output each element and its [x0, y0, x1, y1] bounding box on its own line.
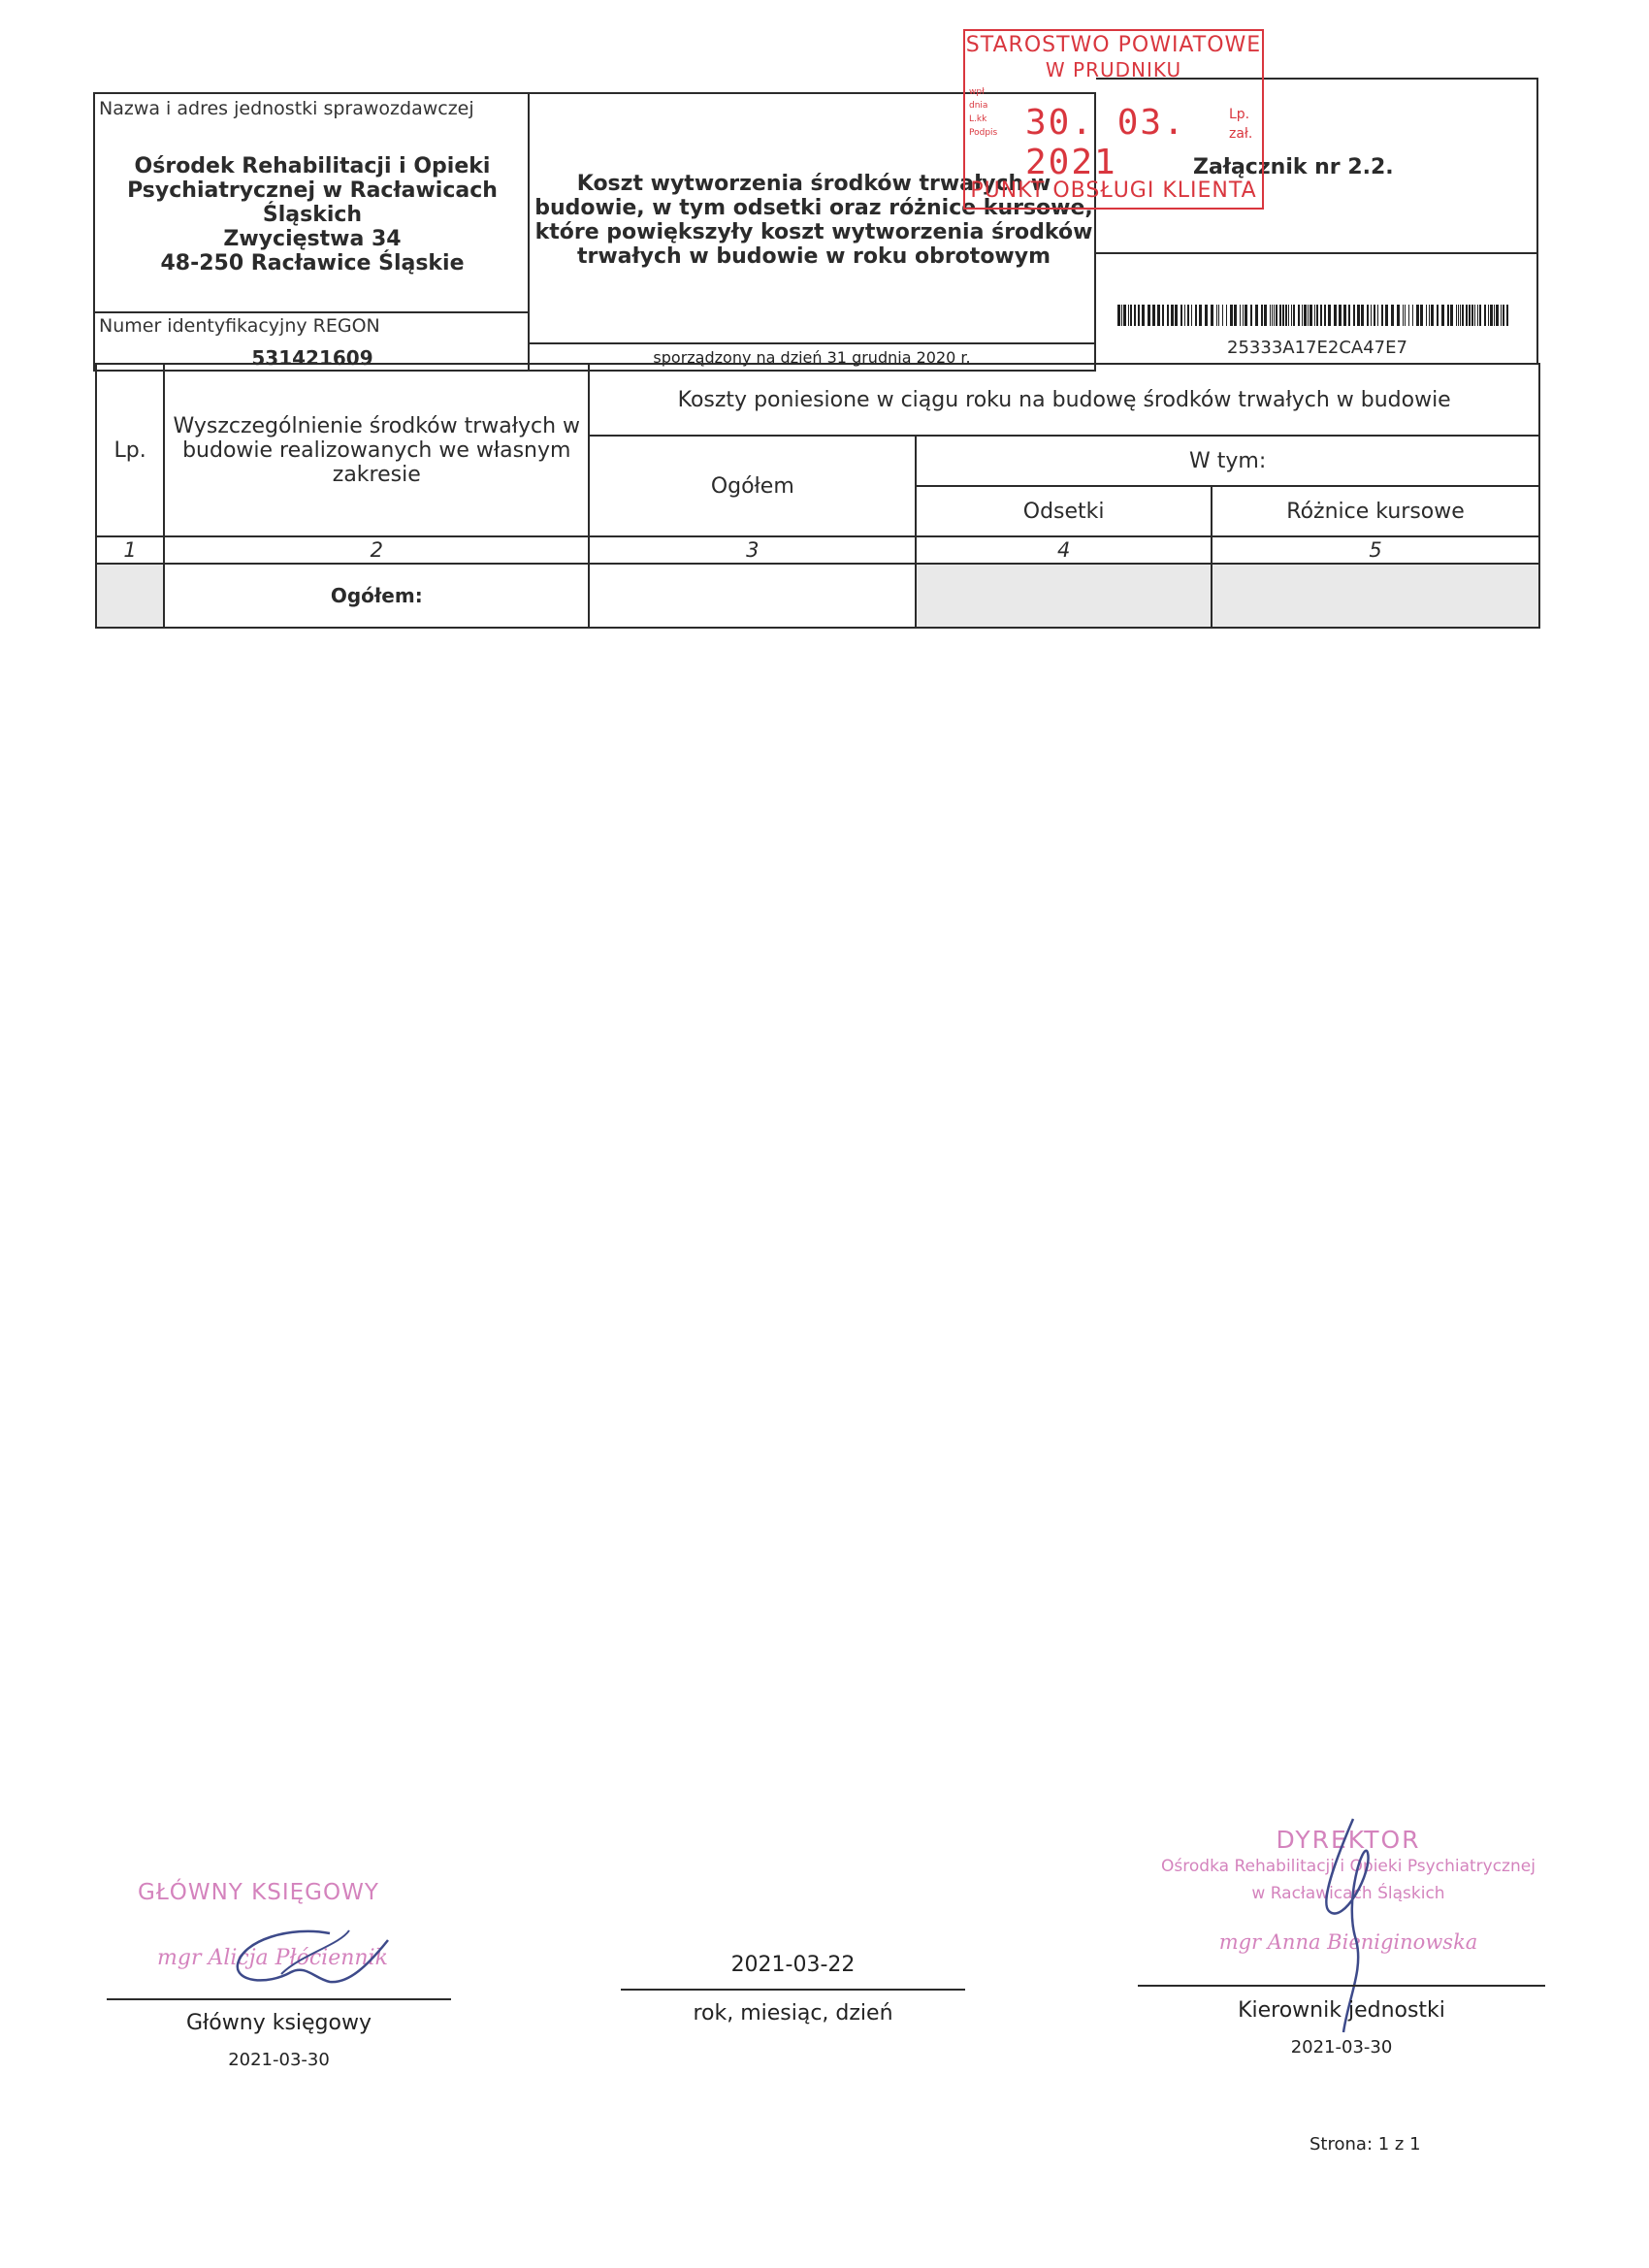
unit-name-line: 48-250 Racławice Śląskie — [160, 251, 465, 275]
barcode-bar — [1462, 305, 1464, 326]
unit-name-line: Śląskich — [262, 203, 363, 227]
cost-group-header: Koszty poniesione w ciągu roku na budowę środków trwałych w budowie — [589, 364, 1539, 436]
barcode-bar — [1279, 305, 1281, 326]
barcode-bar — [1343, 305, 1346, 326]
barcode-bar — [1199, 305, 1202, 326]
barcode-bar — [1484, 305, 1486, 326]
barcode-bar — [1490, 305, 1493, 326]
barcode-bar — [1353, 305, 1355, 326]
accountant-stamp-name: mgr Alicja Płóciennik — [157, 1946, 388, 1970]
head-role: Kierownik jednostki — [1238, 1998, 1445, 2023]
barcode-bar — [1431, 305, 1434, 326]
head-date: 2021-03-30 — [1290, 2037, 1393, 2057]
unit-name — [95, 154, 530, 275]
barcode-bar — [1134, 305, 1136, 326]
barcode-bar — [1501, 305, 1502, 326]
page-number: Strona: 1 z 1 — [1310, 2134, 1421, 2155]
column-number: 1 — [96, 536, 164, 564]
barcode-bar — [1328, 305, 1331, 326]
barcode-icon — [1117, 305, 1511, 326]
barcode-bar — [1291, 305, 1292, 326]
barcode-bar — [1187, 305, 1189, 326]
prepared-on-date: 2021-03-22 — [730, 1953, 856, 1977]
barcode-bar — [1310, 305, 1312, 326]
barcode-code: 25333A17E2CA47E7 — [1227, 338, 1407, 358]
barcode-bar — [1152, 305, 1155, 326]
barcode-bar — [1391, 305, 1394, 326]
barcode-bar — [1288, 305, 1289, 326]
barcode-bar — [1357, 305, 1360, 326]
barcode-bar — [1367, 305, 1369, 326]
barcode-bar — [1320, 305, 1322, 326]
stamp-left-label: wpł — [969, 87, 985, 97]
receipt-stamp — [963, 29, 1264, 210]
barcode-bar — [1121, 305, 1122, 326]
barcode-bar — [1138, 305, 1140, 326]
director-signature-line — [1138, 1985, 1545, 1987]
stamp-right-labels — [1229, 105, 1252, 144]
barcode-bar — [1374, 305, 1375, 326]
barcode-bar — [1123, 305, 1126, 326]
barcode-bar — [1460, 305, 1461, 326]
column-number: 4 — [916, 536, 1212, 564]
barcode-bar — [1308, 305, 1309, 326]
prepared-date-label: rok, miesiąc, dzień — [693, 2001, 893, 2025]
regon-value: 531421609 — [251, 346, 373, 370]
barcode-bar — [1270, 305, 1271, 326]
prepared-date-line — [621, 1989, 965, 1991]
director-stamp-title: DYREKTOR — [1276, 1826, 1421, 1854]
col-description-header: Wyszczególnienie środków trwałych w budowie realizowanych we własnym zakresie — [164, 364, 589, 536]
col-lp-header: Lp. — [96, 364, 164, 536]
accountant-signature-line — [107, 1998, 451, 2000]
total-row — [96, 564, 1539, 628]
barcode-bar — [1316, 305, 1318, 326]
barcode-bar — [1474, 305, 1475, 326]
barcode-bar — [1371, 305, 1372, 326]
barcode-bar — [1272, 305, 1273, 326]
barcode-bar — [1466, 305, 1468, 326]
barcode-bar — [1381, 305, 1383, 326]
barcode-bar — [1441, 305, 1444, 326]
reporting-unit-box — [93, 92, 528, 311]
accountant-signature-icon — [223, 1926, 407, 1993]
barcode-bar — [1314, 305, 1315, 326]
director-stamp-name: mgr Anna Bieniginowska — [1218, 1930, 1478, 1954]
total-row-interest — [916, 564, 1212, 628]
unit-label: Nazwa i adres jednostki sprawozdawczej — [99, 98, 474, 119]
barcode-bar — [1130, 305, 1132, 326]
barcode-bar — [1429, 305, 1430, 326]
barcode-bar — [1437, 305, 1439, 326]
stamp-office-name: STAROSTWO POWIATOWE — [965, 33, 1262, 57]
barcode-bar — [1334, 305, 1337, 326]
accountant-stamp-title: GŁÓWNY KSIĘGOWY — [138, 1880, 379, 1905]
barcode-bar — [1302, 305, 1303, 326]
barcode-bar — [1250, 305, 1252, 326]
regon-label: Numer identyfikacyjny REGON — [99, 315, 380, 337]
barcode-bar — [1285, 305, 1287, 326]
barcode-bar — [1339, 305, 1342, 326]
barcode-bar — [1506, 305, 1508, 326]
date-value: 31 grudnia 2020 — [826, 348, 956, 367]
barcode-bar — [1412, 305, 1413, 326]
barcode-bar — [1205, 305, 1208, 326]
barcode-bar — [1324, 305, 1326, 326]
barcode-bar — [1184, 305, 1185, 326]
barcode-bar — [1471, 305, 1473, 326]
barcode-bar — [1128, 305, 1129, 326]
total-row-label: Ogółem: — [164, 564, 589, 628]
barcode-bar — [1293, 305, 1295, 326]
director-stamp-line: Ośrodka Rehabilitacji i Opieki Psychiatrycznej — [1161, 1857, 1536, 1876]
barcode-bar — [1216, 305, 1217, 326]
report-title-line: trwałych w budowie w roku obrotowym — [576, 244, 1051, 269]
report-title-line: budowie, w tym odsetki oraz różnice kursowe, — [534, 196, 1093, 220]
accountant-date: 2021-03-30 — [228, 2050, 330, 2070]
barcode-bar — [1162, 305, 1164, 326]
barcode-bar — [1222, 305, 1223, 326]
barcode-bar — [1180, 305, 1182, 326]
barcode-bar — [1405, 305, 1406, 326]
barcode-bar — [1274, 305, 1275, 326]
stamp-left-labels — [969, 85, 997, 140]
col-fx-header: Różnice kursowe — [1212, 486, 1539, 536]
barcode-bar — [1218, 305, 1219, 326]
barcode-bar — [1243, 305, 1244, 326]
barcode-bar — [1261, 305, 1263, 326]
column-number: 3 — [589, 536, 916, 564]
col-interest-header: Odsetki — [916, 486, 1212, 536]
barcode-bar — [1450, 305, 1453, 326]
barcode-bar — [1148, 305, 1150, 326]
barcode-bar — [1479, 305, 1481, 326]
barcode-bar — [1494, 305, 1495, 326]
barcode-bar — [1142, 305, 1145, 326]
date-prefix: sporządzony na dzień — [653, 348, 823, 367]
barcode-bar — [1416, 305, 1419, 326]
annex-label: Załącznik nr 2.2. — [1193, 155, 1394, 179]
barcode-bar — [1234, 305, 1237, 326]
stamp-left-label: dnia — [969, 101, 988, 111]
stamp-service-point: PUNKT OBSŁUGI KLIENTA — [970, 178, 1257, 203]
barcode-bar — [1477, 305, 1478, 326]
barcode-bar — [1348, 305, 1350, 326]
barcode-bar — [1385, 305, 1388, 326]
barcode-bar — [1456, 305, 1457, 326]
barcode-bar — [1298, 305, 1300, 326]
accountant-role: Główny księgowy — [186, 2011, 372, 2035]
barcode-bar — [1426, 305, 1427, 326]
column-number: 5 — [1212, 536, 1539, 564]
barcode-bar — [1282, 305, 1284, 326]
barcode-bar — [1420, 305, 1423, 326]
barcode-bar — [1245, 305, 1247, 326]
barcode-bar — [1469, 305, 1471, 326]
barcode-bar — [1276, 305, 1277, 326]
barcode-bar — [1240, 305, 1241, 326]
stamp-left-label: L.kk — [969, 114, 987, 124]
barcode-bar — [1496, 305, 1499, 326]
barcode-bar — [1447, 305, 1449, 326]
barcode-bar — [1408, 305, 1409, 326]
barcode-bar — [1255, 305, 1258, 326]
stamp-right-label: Lp. — [1229, 107, 1250, 122]
unit-name-line: Ośrodek Rehabilitacji i Opieki — [134, 154, 491, 178]
barcode-bar — [1377, 305, 1378, 326]
total-row-lp — [96, 564, 164, 628]
barcode-bar — [1226, 305, 1227, 326]
barcode-bar — [1304, 305, 1307, 326]
column-number-row — [96, 536, 1539, 564]
total-row-fx — [1212, 564, 1539, 628]
barcode-box — [1096, 252, 1538, 365]
unit-name-line: Psychiatrycznej w Racławicach — [127, 178, 498, 203]
stamp-date: 30. 03. 2021 — [1025, 103, 1186, 182]
barcode-bar — [1117, 305, 1120, 326]
report-title-line: które powiększyły koszt wytworzenia środków — [534, 220, 1093, 244]
stamp-office-city: W PRUDNIKU — [1045, 58, 1182, 81]
barcode-bar — [1488, 305, 1489, 326]
stamp-left-label: Podpis — [969, 128, 998, 138]
stamp-right-label: zał. — [1229, 126, 1253, 142]
barcode-bar — [1458, 305, 1459, 326]
barcode-bar — [1211, 305, 1213, 326]
barcode-bar — [1167, 305, 1169, 326]
column-number: 2 — [164, 536, 589, 564]
barcode-bar — [1397, 305, 1400, 326]
report-title-line: Koszt wytworzenia środków trwałych w — [576, 172, 1051, 196]
barcode-bar — [1230, 305, 1233, 326]
barcode-bar — [1264, 305, 1267, 326]
barcode-bar — [1195, 305, 1197, 326]
cost-table — [95, 363, 1540, 629]
barcode-bar — [1503, 305, 1504, 326]
col-total-header: Ogółem — [589, 436, 916, 536]
date-suffix: r. — [960, 348, 971, 367]
table-header-row — [96, 364, 1539, 436]
barcode-bar — [1361, 305, 1364, 326]
director-stamp-line: w Racławicach Śląskich — [1251, 1884, 1445, 1903]
barcode-bar — [1171, 305, 1174, 326]
barcode-bar — [1191, 305, 1192, 326]
barcode-bar — [1157, 305, 1160, 326]
barcode-bar — [1403, 305, 1404, 326]
subgroup-header: W tym: — [916, 436, 1539, 486]
total-row-total — [589, 564, 916, 628]
barcode-bar — [1175, 305, 1178, 326]
unit-name-line: Zwycięstwa 34 — [223, 227, 402, 251]
